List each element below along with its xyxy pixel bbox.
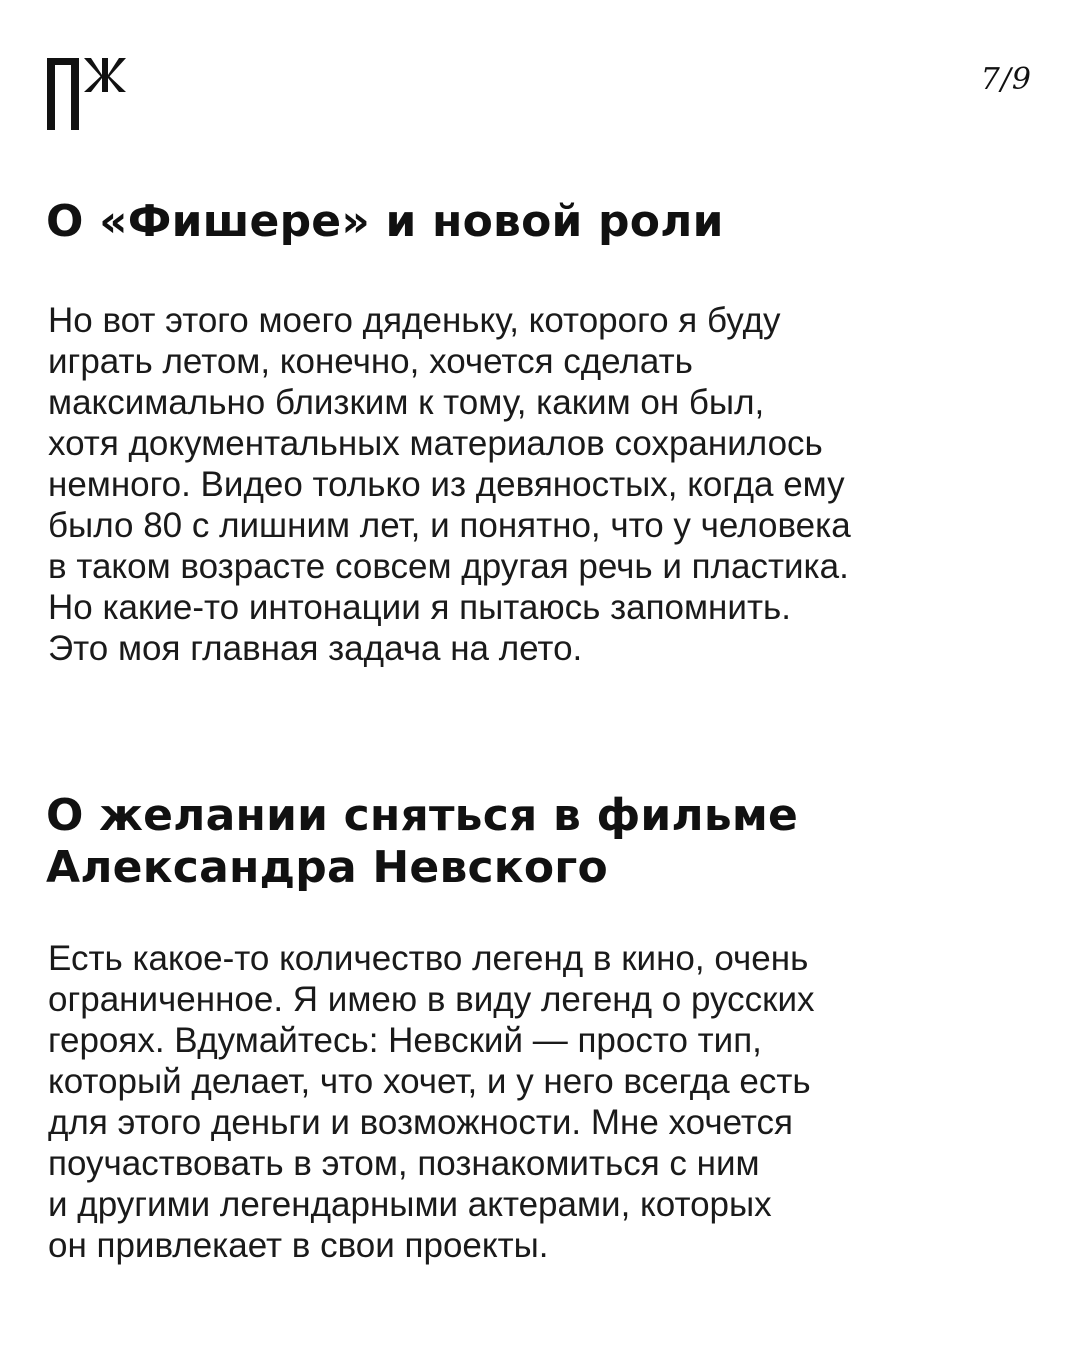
- page-counter: 7/9: [980, 62, 1032, 97]
- section-title: О желании сняться в фильме Александра Невского: [46, 790, 799, 893]
- pzh-logo-shape: [47, 48, 137, 138]
- section-body: Но вот этого моего дяденьку, которого я буду играть летом, конечно, хочется сделать максимально близким к тому, каким он был, хотя документальных материалов сохранилось немного. Видео только из девяностых, когда ему было 80 с лишним лет, и понятно, что у человека в таком возрасте совсем другая речь и пластика. Но какие-то интонации я пытаюсь запомнить. Это моя главная задача на лето.: [48, 301, 851, 668]
- section-title: О «Фишере» и новой роли: [46, 196, 724, 247]
- pzh-logo-icon: [47, 48, 137, 138]
- section-body: Есть какое-то количество легенд в кино, очень ограниченное. Я имею в виду легенд о русских героях. Вдумайтесь: Невский — просто тип, который делает, что хочет, и у него всегда есть для этого деньги и возможности. Мне хочется поучаствовать в этом, познакомиться с ним и другими легендарными актерами, которых он привлекает в свои проекты.: [48, 939, 815, 1265]
